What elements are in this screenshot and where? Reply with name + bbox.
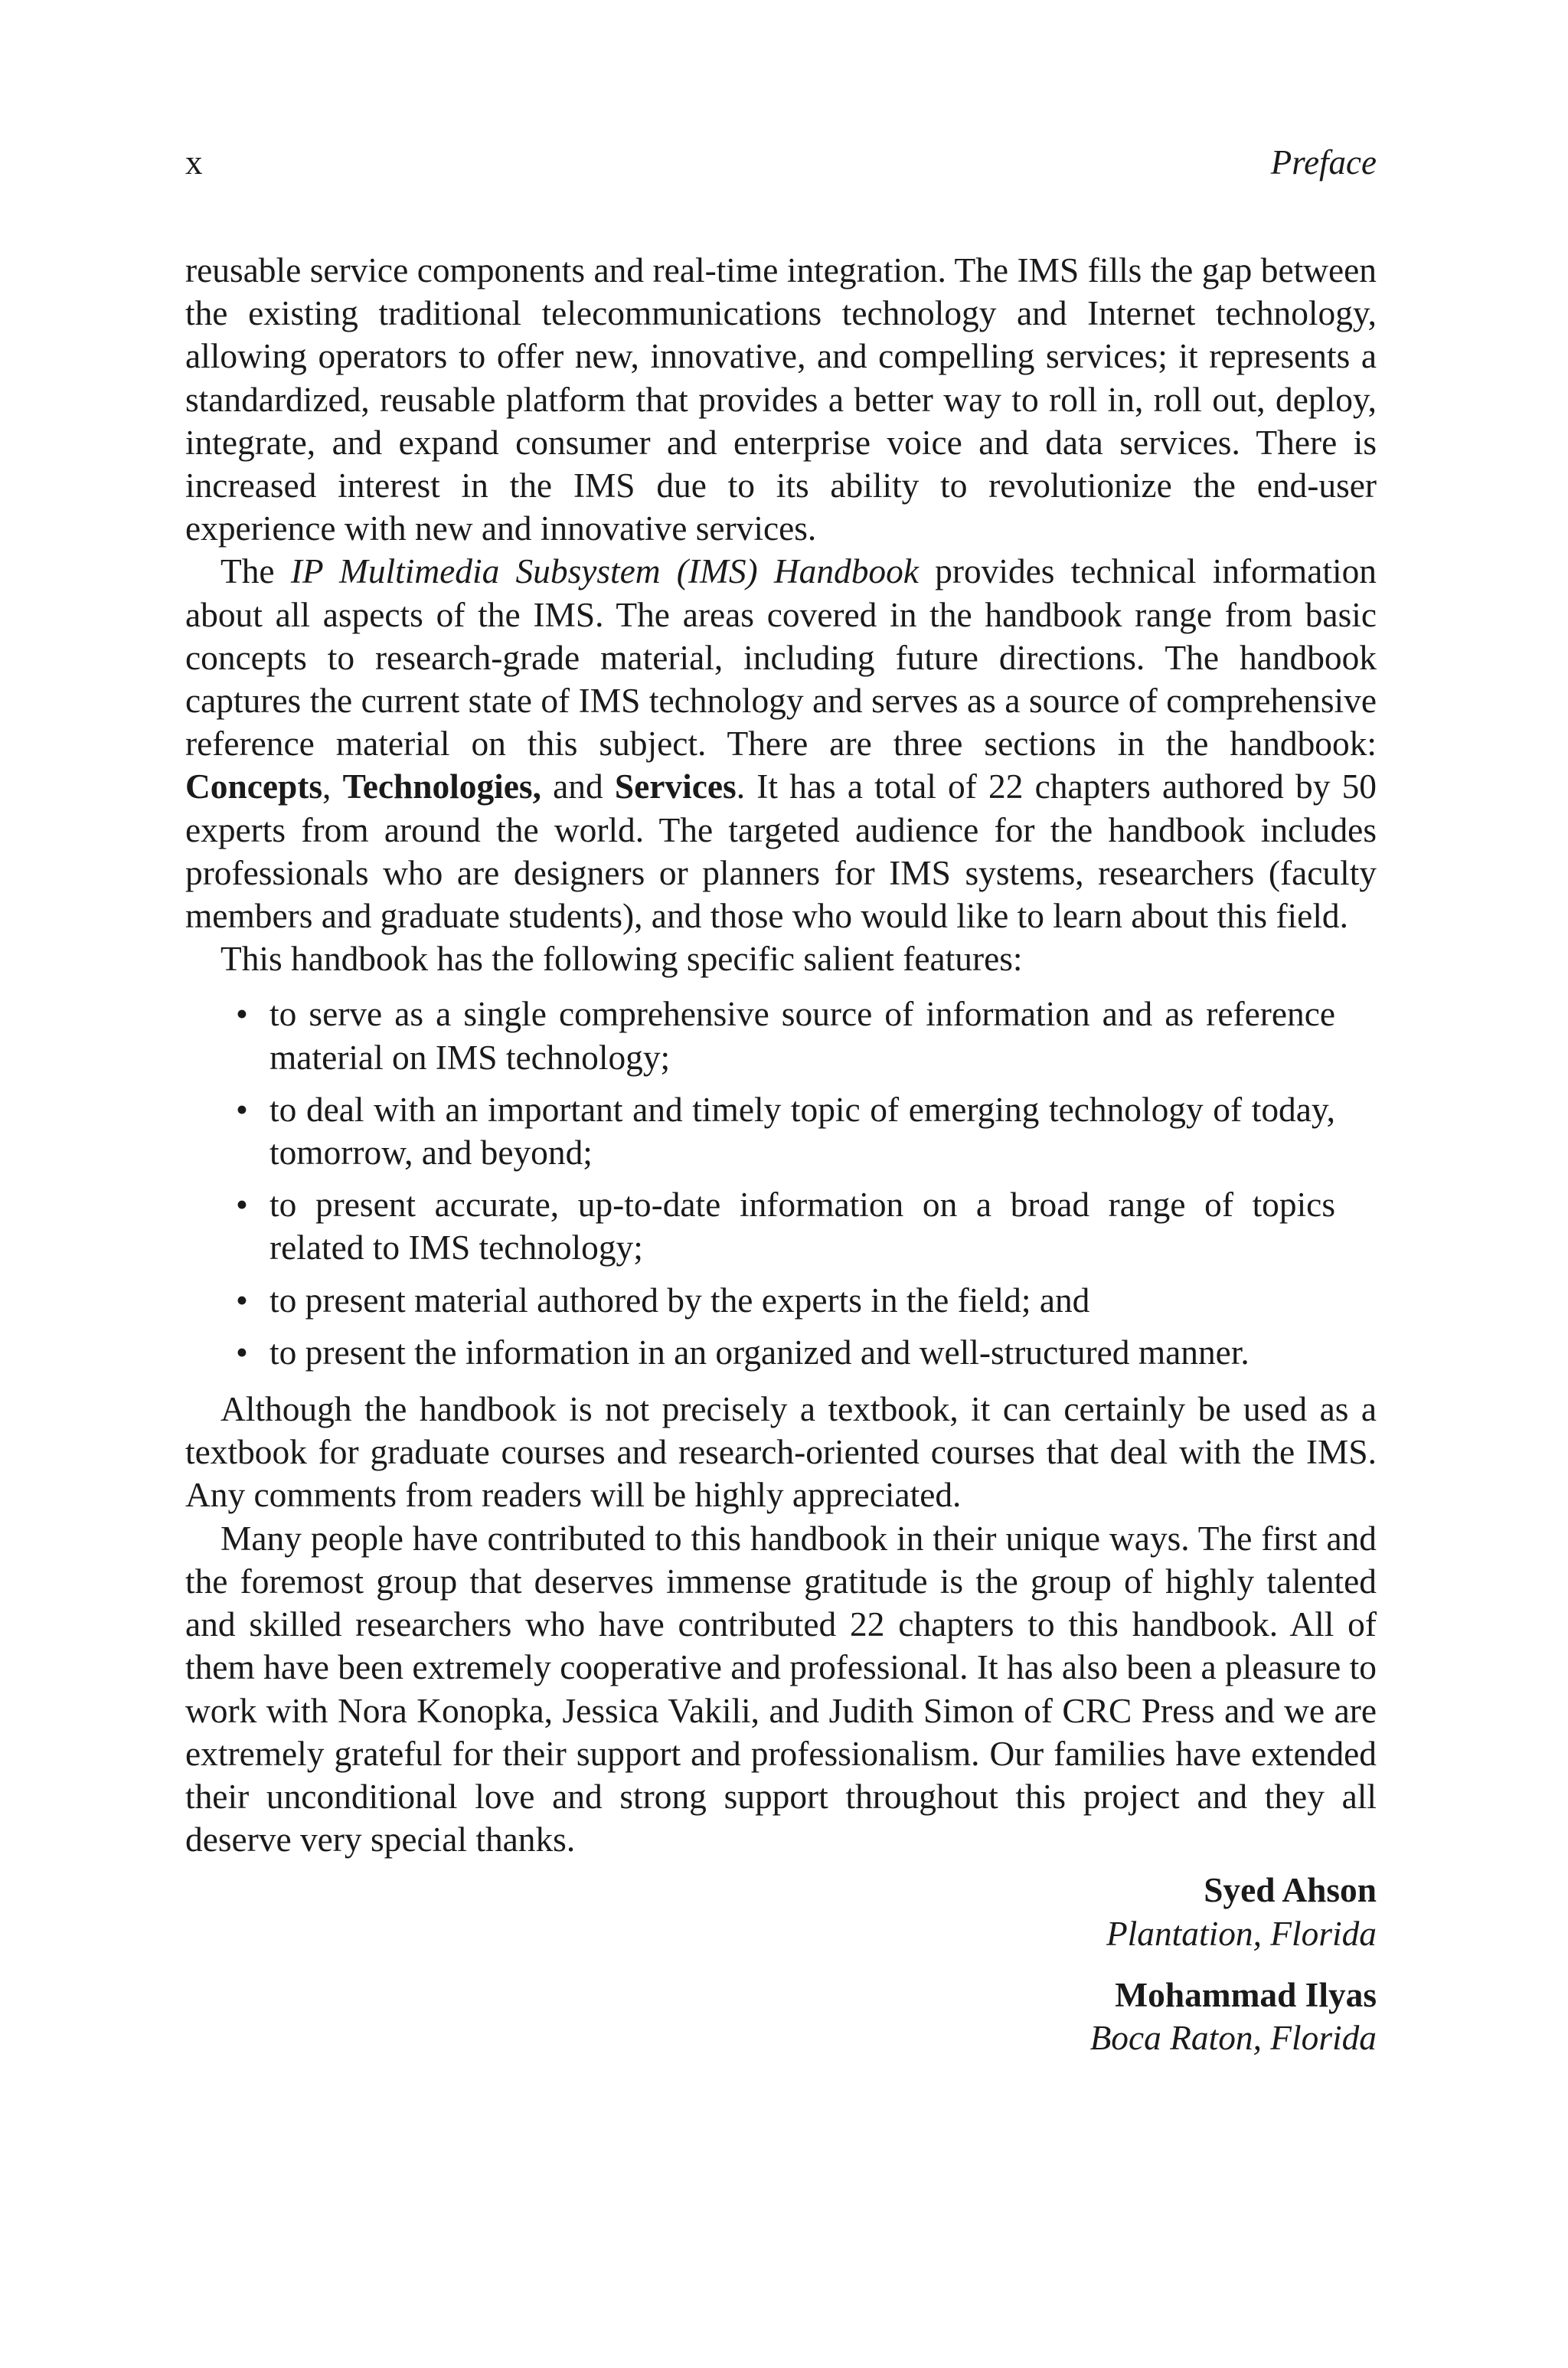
bullet-icon: •	[236, 1090, 248, 1129]
bullet-icon: •	[236, 1186, 248, 1225]
list-item-text: to serve as a single comprehensive source of information and as reference material on IMS technology;	[270, 995, 1335, 1077]
signature-block	[185, 1869, 1377, 1954]
section-technologies: Technologies,	[342, 767, 541, 806]
section-concepts: Concepts	[185, 767, 323, 806]
list-item-text: to present the information in an organized and well-structured manner.	[270, 1333, 1250, 1372]
author-name: Mohammad Ilyas	[1115, 1975, 1377, 2014]
list-item	[236, 993, 1335, 1078]
list-item	[236, 1088, 1335, 1174]
author-name: Syed Ahson	[1204, 1871, 1377, 1910]
paragraph-features-intro: This handbook has the following specific salient features:	[220, 940, 1023, 979]
page-number: x	[185, 143, 203, 182]
running-head	[185, 142, 1377, 188]
paragraph-handbook-overview	[185, 550, 1377, 937]
list-item	[236, 1331, 1335, 1374]
text-run: ,	[322, 767, 343, 806]
section-services: Services	[614, 767, 737, 806]
signatures	[185, 1869, 1377, 2059]
bullet-icon: •	[236, 995, 248, 1034]
section-title: Preface	[1270, 143, 1377, 182]
paragraph-textbook-use: Although the handbook is not precisely a textbook, it can certainly be used as a textbook for graduate courses and research-oriented courses that deal with the IMS. Any comments from readers will be highly appreciated.	[185, 1390, 1377, 1515]
list-item-text: to present accurate, up-to-date information on a broad range of topics related to IMS technology;	[270, 1186, 1335, 1267]
text-run: . It has a total of 22 chapters authored by 50 experts from around the world. The targeted audience for the handbook includes professionals who are designers or planners for IMS systems, researchers (faculty members and graduate students), and those who would like to learn about this field.	[185, 767, 1377, 936]
paragraph-acknowledgments: Many people have contributed to this handbook in their unique ways. The first and the foremost group that deserves immense gratitude is the group of highly talented and skilled researchers who have contributed 22 chapters to this handbook. All of them have been extremely cooperative and professional. It has also been a pleasure to work with Nora Konopka, Jessica Vakili, and Judith Simon of CRC Press and we are extremely grateful for their support and professionalism. Our families have extended their unconditional love and strong support throughout this project and they all deserve very special thanks.	[185, 1519, 1377, 1859]
text-run: and	[541, 767, 615, 806]
author-location: Plantation, Florida	[1106, 1914, 1377, 1953]
paragraph-intro: reusable service components and real-time integration. The IMS fills the gap between the existing traditional telecommunications technology and Internet technology, allowing operators to offer new, innovative, and compelling services; it represents a standardized, reusable platform that provides a better way to roll in, roll out, deploy, integrate, and expand consumer and enterprise voice and data services. There is increased interest in the IMS due to its ability to revolutionize the end-user experience with new and innovative services.	[185, 251, 1377, 548]
body-text	[185, 249, 1377, 2078]
author-location: Boca Raton, Florida	[1089, 2018, 1377, 2057]
text-run: provides technical information about all aspects of the IMS. The areas covered in the handbook range from basic concepts to research-grade material, including future directions. The handbook captures the current state of IMS technology and serves as a source of comprehensive reference material on this subject. There are three sections in the handbook:	[185, 552, 1377, 764]
book-title: IP Multimedia Subsystem (IMS) Handbook	[290, 552, 919, 591]
list-item	[236, 1279, 1335, 1322]
bullet-icon: •	[236, 1333, 248, 1372]
list-item-text: to deal with an important and timely topic of emerging technology of today, tomorrow, and beyond;	[270, 1090, 1335, 1173]
list-item	[236, 1183, 1335, 1269]
signature-block	[185, 1974, 1377, 2059]
bullet-icon: •	[236, 1280, 248, 1320]
features-list	[185, 993, 1522, 1374]
text-run: The	[220, 552, 291, 591]
list-item-text: to present material authored by the experts in the field; and	[270, 1280, 1090, 1320]
